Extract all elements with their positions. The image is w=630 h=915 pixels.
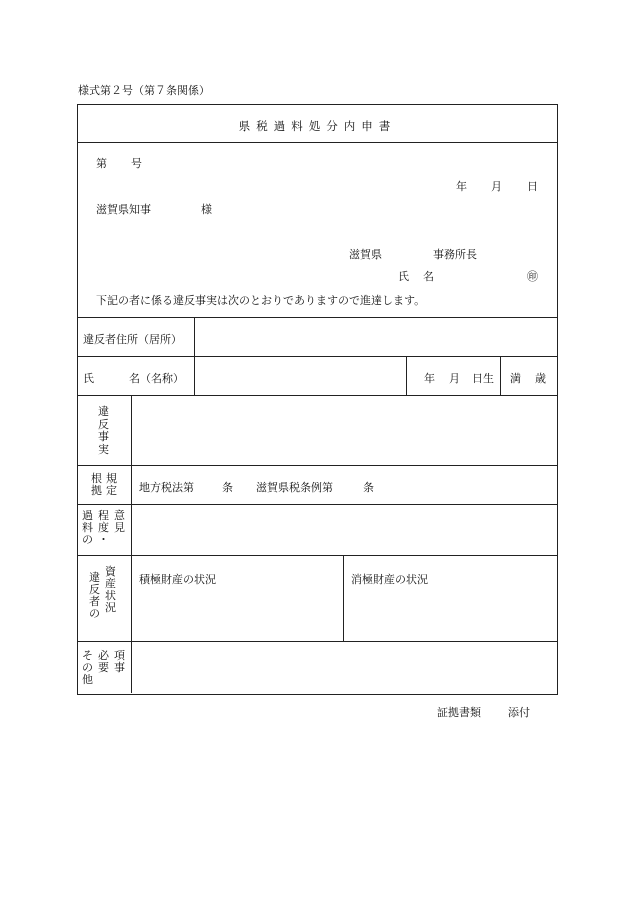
penalty-label-col1: 過 料 の bbox=[82, 509, 93, 546]
penalty-label-col2: 程 度 ・ bbox=[98, 509, 109, 546]
birth-year: 年 bbox=[424, 372, 435, 385]
sender-pref: 滋賀県 bbox=[349, 248, 382, 261]
divider-label-col-bottom bbox=[131, 395, 132, 693]
assets-label-col2: 資 産 状 況 bbox=[105, 565, 116, 614]
basis-ordinance: 滋賀県税条例第 bbox=[256, 481, 333, 494]
divider-assets bbox=[77, 641, 558, 642]
address-label: 違反者住所（居所） bbox=[83, 333, 182, 346]
assets-negative: 消極財産の状況 bbox=[351, 573, 428, 586]
divider-basis bbox=[77, 504, 558, 505]
other-label-col1: そ の 他 bbox=[82, 649, 93, 686]
number-dai: 第 bbox=[96, 157, 107, 170]
age-man: 満 bbox=[510, 372, 521, 385]
birth-day: 日生 bbox=[472, 372, 494, 385]
form-title: 県税過料処分内申書 bbox=[238, 119, 397, 133]
other-label-col3: 項 事 bbox=[114, 649, 125, 674]
age-sai: 歳 bbox=[535, 372, 546, 385]
basis-label-col2: 規 定 bbox=[106, 472, 117, 497]
intro-text: 下記の者に係る違反事実は次のとおりでありますので進達します。 bbox=[96, 294, 426, 307]
birth-month: 月 bbox=[449, 372, 460, 385]
seal-mark: ㊞ bbox=[527, 270, 538, 283]
recipient: 滋賀県知事 bbox=[96, 203, 151, 216]
date-month: 月 bbox=[491, 180, 502, 193]
divider-assets-mid bbox=[343, 555, 344, 641]
recipient-sama: 様 bbox=[201, 203, 212, 216]
divider-label-col-top bbox=[194, 317, 195, 396]
other-label-col2: 必 要 bbox=[98, 649, 109, 674]
divider-address bbox=[77, 356, 558, 357]
date-year: 年 bbox=[456, 180, 467, 193]
assets-label-col1: 違 反 者 の bbox=[89, 571, 100, 620]
basis-law-jo: 条 bbox=[222, 481, 233, 494]
name-label-shi: 氏 bbox=[83, 372, 94, 385]
divider-name bbox=[77, 395, 558, 396]
divider-penalty bbox=[77, 555, 558, 556]
evidence-label: 証拠書類 bbox=[437, 706, 481, 719]
penalty-label-col3: 意 見 bbox=[114, 509, 125, 534]
name-label-mei: 名（名称） bbox=[129, 372, 184, 385]
basis-label-col1: 根 拠 bbox=[91, 472, 102, 497]
divider-birth bbox=[406, 356, 407, 395]
divider-age bbox=[500, 356, 501, 395]
sender-office: 事務所長 bbox=[433, 248, 477, 261]
divider-facts bbox=[77, 465, 558, 466]
assets-positive: 積極財産の状況 bbox=[139, 573, 216, 586]
date-day: 日 bbox=[527, 180, 538, 193]
divider-header bbox=[77, 317, 558, 318]
attached-label: 添付 bbox=[508, 706, 530, 719]
basis-law: 地方税法第 bbox=[139, 481, 194, 494]
form-label: 様式第２号（第７条関係） bbox=[78, 84, 210, 97]
name-shi: 氏 bbox=[398, 270, 409, 283]
name-mei: 名 bbox=[423, 270, 434, 283]
basis-ordinance-jo: 条 bbox=[363, 481, 374, 494]
number-go: 号 bbox=[131, 157, 142, 170]
violation-facts-label: 違 反 事 実 bbox=[98, 405, 109, 456]
form-frame bbox=[77, 104, 558, 695]
divider-title bbox=[77, 142, 558, 143]
